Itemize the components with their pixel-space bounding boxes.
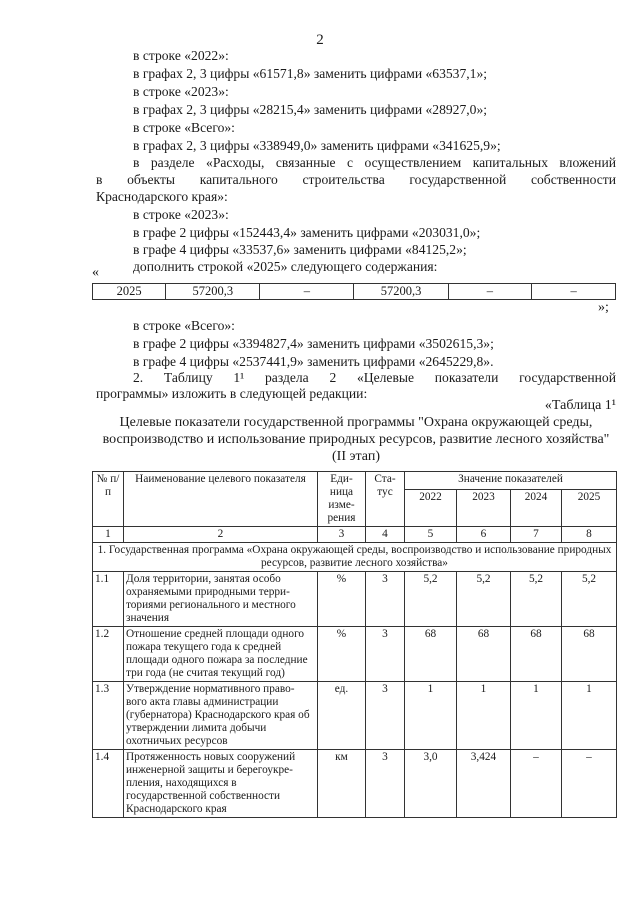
row-value: 68: [405, 627, 457, 682]
header-unit: Еди-ница изме-рения: [318, 472, 366, 527]
text-line: в графах 2, 3 цифры «338949,0» заменить цифрами «341625,9»;: [133, 138, 501, 153]
row-value: 68: [562, 627, 617, 682]
text-line: в графе 2 цифры «152443,4» заменить цифрами «203031,0»;: [133, 225, 481, 240]
text-line: 2. Таблицу 1¹ раздела 2 «Целевые показатели государственной: [133, 370, 616, 385]
page-number: 2: [316, 32, 324, 48]
row-name: Утверждение нормативного право-вого акта главы администрации (губернатора) Краснодарского края об утверждении лимита добычи охотничьих ресурсов: [124, 682, 318, 750]
row-value: 5,2: [457, 572, 511, 627]
column-numbers-row: [93, 527, 617, 543]
row-value: 1: [511, 682, 562, 750]
row-status: 3: [366, 572, 405, 627]
text-line: в графе 4 цифры «33537,6» заменить цифрами «84125,2»;: [133, 242, 467, 257]
table-row: [93, 750, 617, 818]
column-number: 1: [93, 527, 124, 543]
text-line: в графе 4 цифры «2537441,9» заменить цифрами «2645229,8».: [133, 354, 494, 369]
column-number: 4: [366, 527, 405, 543]
row-value: –: [511, 750, 562, 818]
table-cell: –: [260, 284, 354, 300]
row-value: 5,2: [511, 572, 562, 627]
section-row: [93, 543, 617, 572]
table-cell: 57200,3: [354, 284, 448, 300]
column-number: 5: [405, 527, 457, 543]
insert-row-table: [92, 283, 616, 300]
row-value: –: [562, 750, 617, 818]
column-number: 3: [318, 527, 366, 543]
row-status: 3: [366, 750, 405, 818]
table-title: Целевые показатели государственной программы "Охрана окружающей среды, воспроизводство и использование природных ресурсов, развитие лесного хозяйства" (II этап): [102, 415, 610, 464]
row-value: 5,2: [405, 572, 457, 627]
table-row: [93, 284, 616, 300]
table-cell: 57200,3: [166, 284, 260, 300]
row-value: 3,424: [457, 750, 511, 818]
text-line: программы» изложить в следующей редакции:: [96, 386, 368, 401]
table-cell: 2025: [93, 284, 166, 300]
row-value: 1: [562, 682, 617, 750]
row-name: Отношение средней площади одного пожара текущего года к средней площади одного пожара за последние три года (не считая текущий год): [124, 627, 318, 682]
header-year: 2022: [405, 490, 457, 527]
table-cell: –: [448, 284, 532, 300]
text-line: дополнить строкой «2025» следующего содержания:: [133, 259, 438, 274]
row-value: 1: [405, 682, 457, 750]
text-line: в строке «2023»:: [133, 84, 229, 99]
row-value: 3,0: [405, 750, 457, 818]
text-line: в объекты капитального строительства государственной собственности: [96, 172, 616, 187]
header-year: 2024: [511, 490, 562, 527]
table-row: [93, 572, 617, 627]
column-number: 2: [124, 527, 318, 543]
column-number: 8: [562, 527, 617, 543]
text-line: в графах 2, 3 цифры «28215,4» заменить цифрами «28927,0»;: [133, 102, 488, 117]
table-cell: –: [532, 284, 616, 300]
row-num: 1.1: [93, 572, 124, 627]
row-unit: %: [318, 627, 366, 682]
row-unit: ед.: [318, 682, 366, 750]
indicators-table: [92, 471, 617, 818]
row-value: 5,2: [562, 572, 617, 627]
table-header-row: [93, 472, 617, 490]
table-caption: «Таблица 1¹: [544, 398, 616, 413]
header-name: Наименование целевого показателя: [124, 472, 318, 527]
row-value: 68: [511, 627, 562, 682]
text-line: в разделе «Расходы, связанные с осуществлением капитальных вложений: [133, 155, 616, 170]
column-number: 7: [511, 527, 562, 543]
row-unit: км: [318, 750, 366, 818]
header-year: 2025: [562, 490, 617, 527]
row-value: 68: [457, 627, 511, 682]
table-row: [93, 682, 617, 750]
section-title: 1. Государственная программа «Охрана окружающей среды, воспроизводство и использование природных ресурсов, развитие лесного хозяйства»: [93, 543, 617, 572]
text-line: в строке «Всего»:: [133, 318, 235, 333]
quote-close: »;: [598, 300, 609, 315]
row-value: 1: [457, 682, 511, 750]
header-status: Ста-тус: [366, 472, 405, 527]
row-name: Доля территории, занятая особо охраняемыми природными терри-ториями регионального и местного значения: [124, 572, 318, 627]
row-num: 1.4: [93, 750, 124, 818]
row-name: Протяженность новых сооружений инженерной защиты и берегоукре-пления, находящихся в государственной собственности Краснодарского края: [124, 750, 318, 818]
header-values: Значение показателей: [405, 472, 617, 490]
quote-open: «: [92, 265, 99, 280]
header-year: 2023: [457, 490, 511, 527]
row-unit: %: [318, 572, 366, 627]
text-line: в графе 2 цифры «3394827,4» заменить цифрами «3502615,3»;: [133, 336, 494, 351]
column-number: 6: [457, 527, 511, 543]
text-line: в строке «2023»:: [133, 207, 229, 222]
table-row: [93, 627, 617, 682]
text-line: в строке «2022»:: [133, 48, 229, 63]
row-status: 3: [366, 682, 405, 750]
row-num: 1.3: [93, 682, 124, 750]
text-line: в строке «Всего»:: [133, 120, 235, 135]
row-status: 3: [366, 627, 405, 682]
text-line: Краснодарского края»:: [96, 189, 228, 204]
text-line: в графах 2, 3 цифры «61571,8» заменить цифрами «63537,1»;: [133, 66, 488, 81]
header-num: № п/п: [93, 472, 124, 527]
row-num: 1.2: [93, 627, 124, 682]
